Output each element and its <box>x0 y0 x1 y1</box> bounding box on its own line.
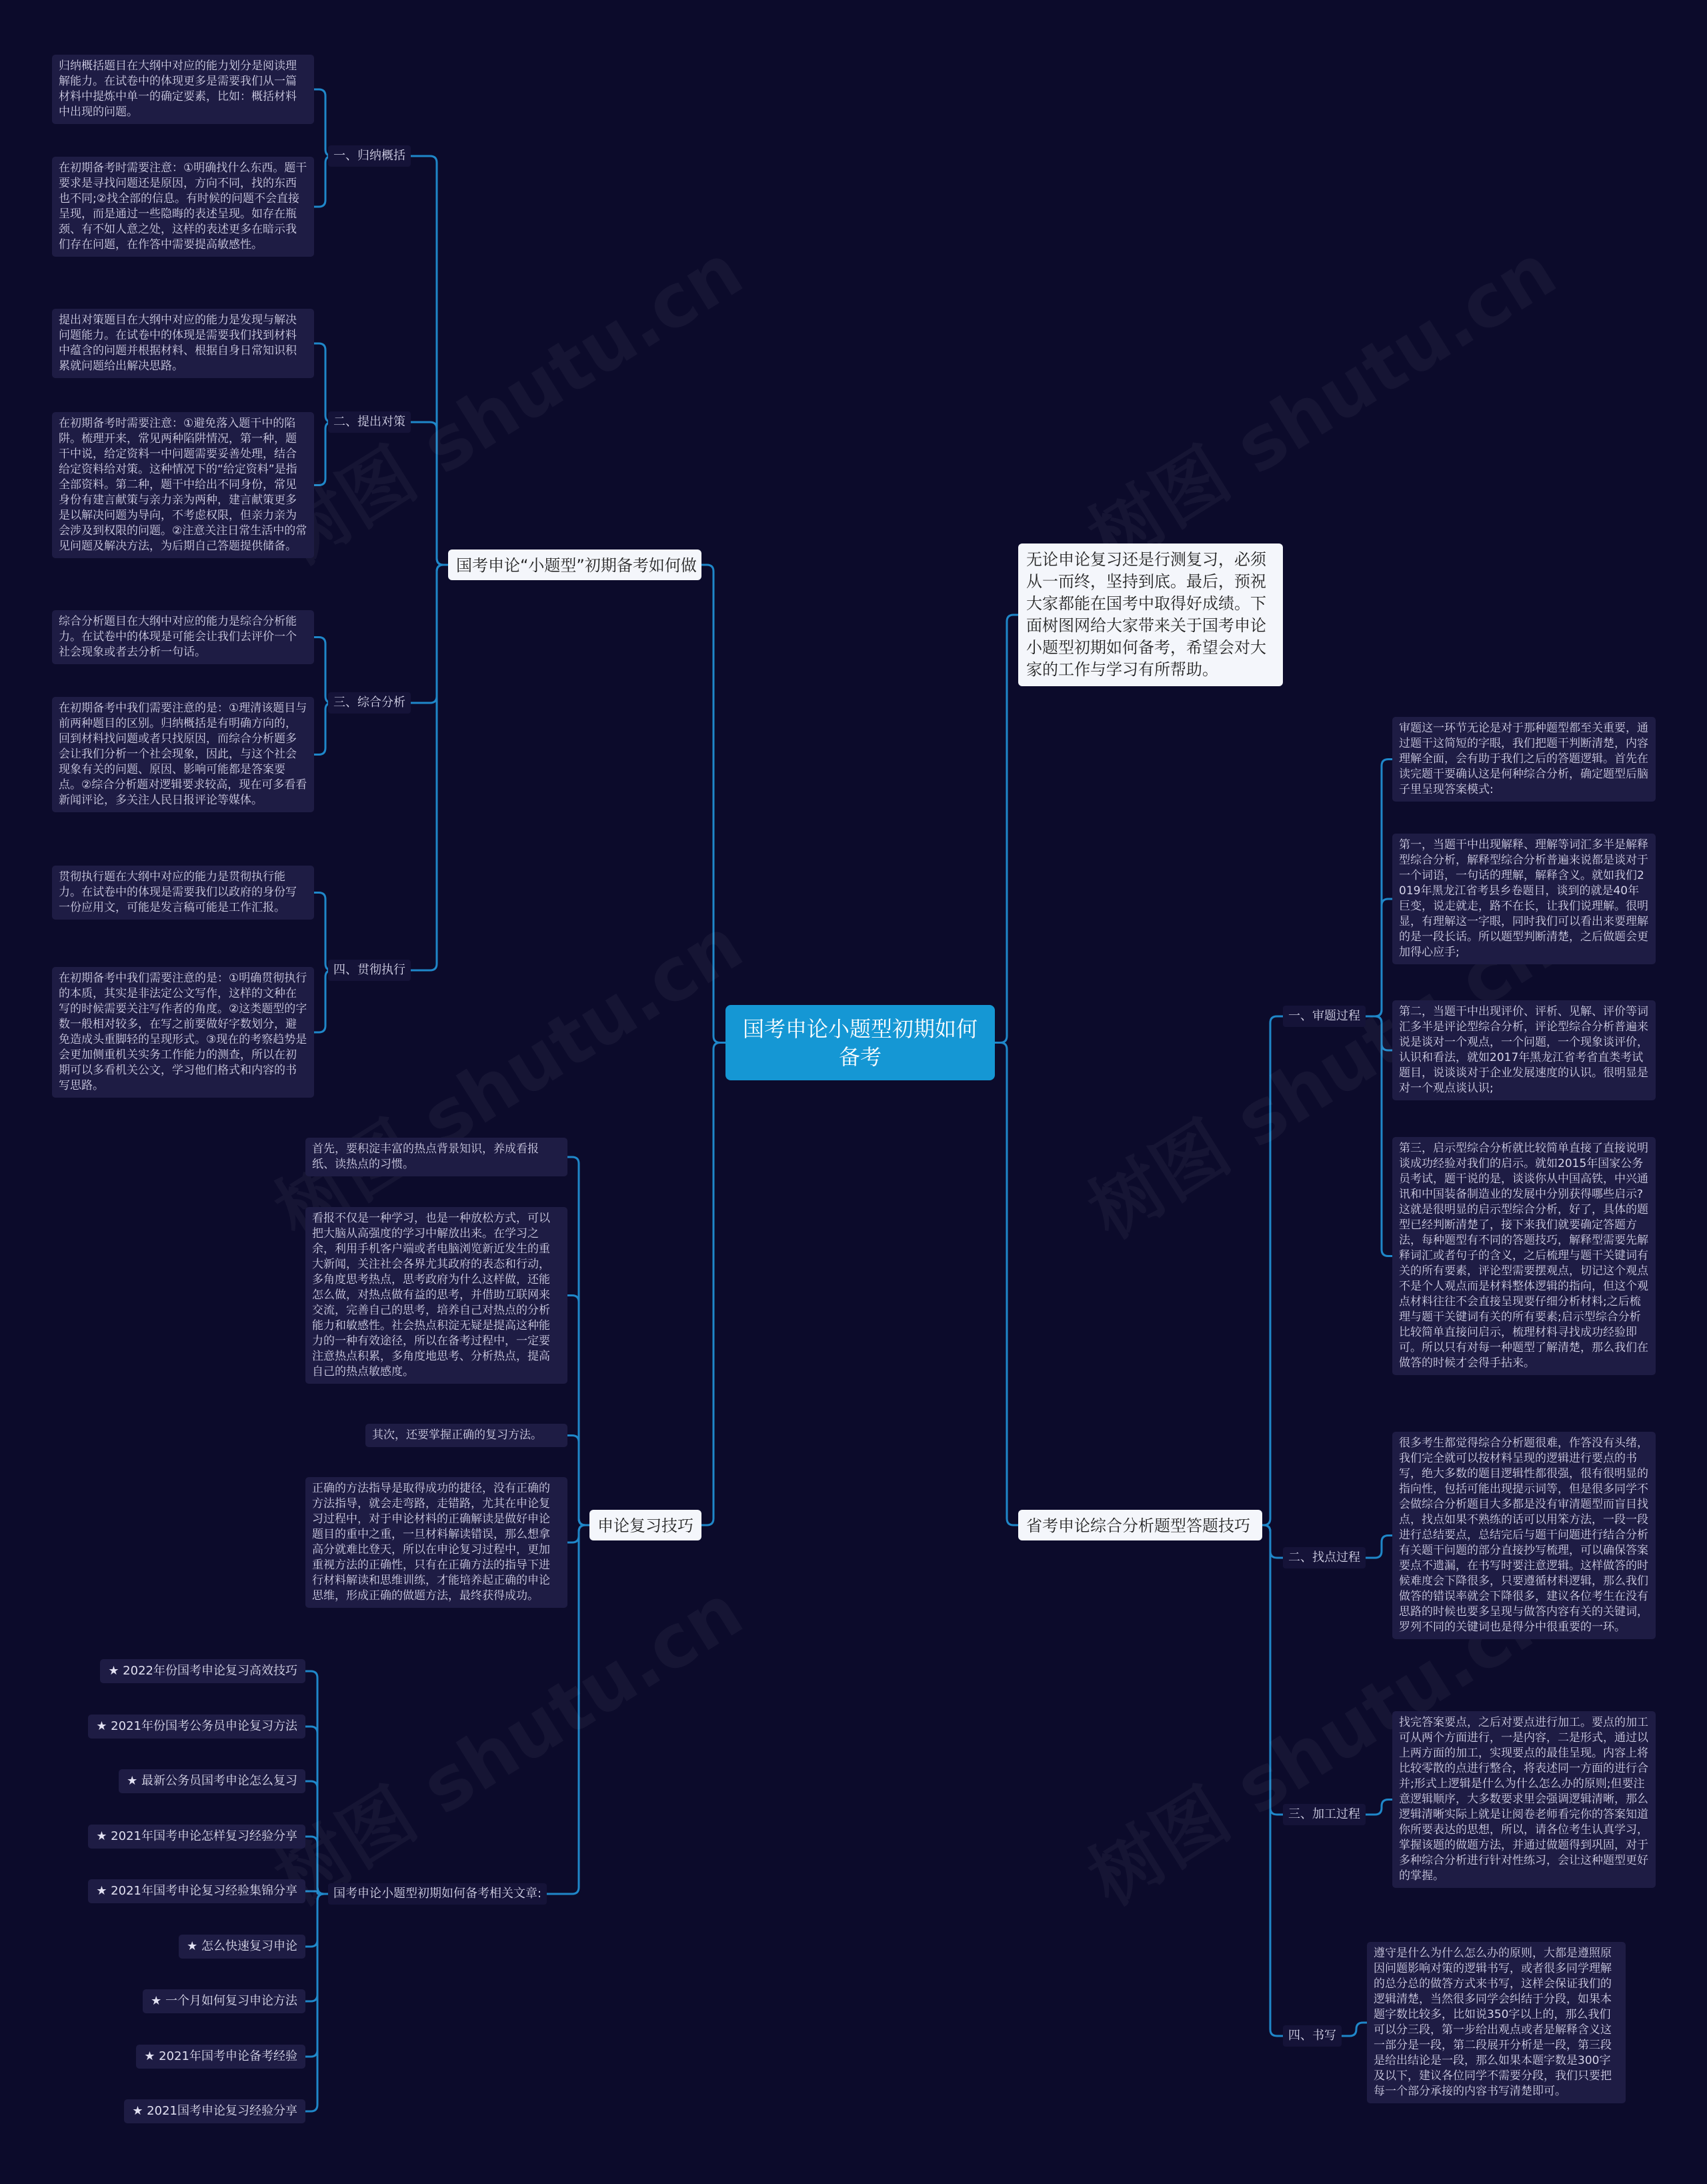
connector-line <box>411 422 448 565</box>
leaf-note: 提出对策题目在大纲中对应的能力是发现与解决问题能力。在试卷中的体现是需要我们找到材料中蕴含的问题并根据材料、根据自身日常知识积累就问题给出解决思路。 <box>52 309 314 378</box>
connector-line <box>1262 1525 1283 1815</box>
related-article-link[interactable]: ★ 2021国考申论复习经验分享 <box>124 2099 305 2123</box>
connector-line <box>1366 760 1392 1017</box>
subtopic-tichu-duice[interactable]: 二、提出对策 <box>328 411 411 433</box>
subtopic-shenti-guocheng[interactable]: 一、审题过程 <box>1283 1006 1366 1027</box>
intro-text: 无论申论复习还是行测复习，必须从一而终，坚持到底。最后，预祝大家都能在国考中取得好成绩。下面树图网给大家带来关于国考申论小题型初期如何备考，希望会对大家的工作与学习有所帮助。 <box>1018 543 1283 686</box>
subtopic-guina-gaikuo[interactable]: 一、归纳概括 <box>328 145 411 167</box>
leaf-note: 综合分析题目在大纲中对应的能力是综合分析能力。在试卷中的体现是可能会让我们去评价一个社会现象或者去分析一句话。 <box>52 610 314 664</box>
root-topic[interactable]: 国考申论小题型初期如何备考 <box>725 1005 995 1080</box>
related-articles-header: 国考申论小题型初期如何备考相关文章: <box>328 1883 547 1905</box>
connector-line <box>314 893 332 971</box>
connector-line <box>411 156 448 565</box>
leaf-note: 在初期备考时需要注意：①明确找什么东西。题干要求是寻找问题还是原因，方向不同，找的东西也不同;②找全部的信息。有时候的问题不会直接呈现，而是通过一些隐晦的表述呈现。如存在瓶颈、有不如人意之处，这样的表述更多在暗示我们存在问题，在作答中需要提高敏感性。 <box>52 157 314 257</box>
subtopic-jiagong-guocheng[interactable]: 三、加工过程 <box>1283 1804 1366 1825</box>
connector-line <box>1366 899 1392 1016</box>
connector-line <box>1262 1016 1283 1525</box>
leaf-note: 找完答案要点，之后对要点进行加工。要点的加工可从两个方面进行，一是内容，二是形式，通过以上两方面的加工，实现要点的最佳呈现。内容上将比较零散的点进行整合，将表述同一方面的进行合并;形式上逻辑是什么为什么怎么办的原则;但要注意逻辑顺序，大多数要求里会强调逻辑清晰，那么逻辑清晰实际上就是让阅卷老师看完你的答案知道你所要表达的思想，所以，请各位考生认真学习，掌握该题的做题方法，并通过做题得到巩固，对于多种综合分析进行针对性练习，会让这种题型更好的掌握。 <box>1392 1711 1656 1888</box>
subtopic-zhaodian-guocheng[interactable]: 二、找点过程 <box>1283 1547 1366 1568</box>
leaf-note: 在初期备考中我们需要注意的是：①明确贯彻执行的本质，其实是非法定公文写作，这样的文种在写的时候需要关注写作者的角度。②这类题型的字数一般相对较多，在写之前要做好字数划分，避免造成头重脚轻的呈现形式。③现在的考察趋势是会更加侧重机关实务工作能力的测查，所以在初期可以多看机关公文，学习他们格式和内容的书写思路。 <box>52 967 314 1098</box>
leaf-note: 看报不仅是一种学习，也是一种放松方式，可以把大脑从高强度的学习中解放出来。在学习之余，利用手机客户端或者电脑浏览新近发生的重大新闻，关注社会各界尤其政府的表态和行动，多角度思考热点，思考政府为什么这样做，还能怎么做，对热点做有益的思考，并借助互联网来交流，完善自己的思考，培养自己对热点的分析能力和敏感性。社会热点积淀无疑是提高这种能力的一种有效途径，所以在备考过程中，一定要注意热点积累，多角度地思考、分析热点，提高自己的热点敏感度。 <box>305 1207 567 1384</box>
connector-line <box>995 1043 1018 1526</box>
connector-line <box>411 565 448 970</box>
connector-line <box>1262 1525 1283 2036</box>
leaf-note: 审题这一环节无论是对于那种题型都至关重要，通过题干这简短的字眼，我们把题干判断清楚，内容理解全面，会有助于我们之后的答题逻辑。首先在读完题干要确认这是何种综合分析，确定题型后脑子里呈现答案模式: <box>1392 717 1656 802</box>
branch-guokao-xiaotixing[interactable]: 国考申论“小题型”初期备考如何做 <box>448 550 701 580</box>
connector-line <box>411 565 448 703</box>
branch-shengkao-zonghe-fenxi[interactable]: 省考申论综合分析题型答题技巧 <box>1018 1510 1262 1540</box>
leaf-note: 很多考生都觉得综合分析题很难，作答没有头绪，我们完全就可以按材料呈现的逻辑进行要点的书写，绝大多数的题目逻辑性都很强，很有很明显的指向性，包括可能出现提示词等，但是很多同学不会做综合分析题目大多都是没有审清题型而盲目找点，找点如果不熟练的话可以用笨方法，一段一段进行总结要点，总结完后与题干问题进行结合分析有关题干问题的部分直接抄写梳理，可以确保答案要点不遗漏，在书写时要注意逻辑。这样做答的时候难度会下降很多，只要遵循材料逻辑，那么我们做答的错误率就会下降很多，建议各位考生在没有思路的时候也要多呈现与做答内容有关的关键词，罗列不同的关键词也是得分中很重要的一环。 <box>1392 1432 1656 1639</box>
connector-line <box>1342 2023 1367 2036</box>
subtopic-zonghe-fenxi[interactable]: 三、综合分析 <box>328 692 411 714</box>
leaf-note: 第三，启示型综合分析就比较简单直接了直接说明谈成功经验对我们的启示。就如2015年国家公务员考试，题干说的是，谈谈你从中国高铁，中兴通讯和中国装备制造业的发展中分别获得哪些启示?这就是很明显的启示型综合分析，好了，具体的题型已经判断清楚了，接下来我们就要确定答题方法，每种题型有不同的答题技巧，解释型需要先解释词汇或者句子的含义，之后梳理与题干关键词有关的所有要素，评论型需要摆观点，切记这个观点不是个人观点而是材料整体逻辑的指向，但这个观点材料往往不会直接呈现要仔细分析材料;之后梳理与题干关键词有关的所有要素;启示型综合分析比较简单直接问启示，梳理材料寻找成功经验即可。所以只有对每一种题型了解清楚，那么我们在做答的时候才会得手拈来。 <box>1392 1137 1656 1375</box>
connector-line <box>314 343 332 422</box>
leaf-note: 贯彻执行题在大纲中对应的能力是贯彻执行能力。在试卷中的体现是需要我们以政府的身份写一份应用文，可能是发言稿可能是工作汇报。 <box>52 866 314 920</box>
leaf-note: 第二，当题干中出现评价、评析、见解、评价等词汇多半是评论型综合分析，评论型综合分析普遍来说是谈对一个观点，一个问题，一个现象谈评价，认识和看法，就如2017年黑龙江省考省直类考试题目，说谈谈对于企业发展速度的认识。很明显是对一个观点谈认识; <box>1392 1000 1656 1100</box>
leaf-note: 第一，当题干中出现解释、理解等词汇多半是解释型综合分析，解释型综合分析普遍来说都是谈对于一个词语，一句话的理解，解释含义。就如我们2019年黑龙江省考县乡卷题目，谈到的就是40年巨变，说走就走，路不在长，让我们说理解。很明显，有理解这一字眼，同时我们可以看出来要理解的是一段长话。所以题型判断清楚，之后做题会更加得心应手; <box>1392 834 1656 964</box>
connector-line <box>1366 1016 1392 1256</box>
leaf-note: 其次，还要掌握正确的复习方法。 <box>365 1424 567 1447</box>
leaf-note: 归纳概括题目在大纲中对应的能力划分是阅读理解能力。在试卷中的体现更多是需要我们从一篇材料中提炼中单一的确定要素，比如：概括材料中出现的问题。 <box>52 55 314 124</box>
leaf-note: 在初期备考时需要注意：①避免落入题干中的陷阱。梳理开来，常见两种陷阱情况，第一种，题干中说，给定资料一中问题需要妥善处理，结合给定资料给对策。这种情况下的“给定资料”是指全部资料。第二种，题干中给出不同身份，常见身份有建言献策与亲力亲为两种，建言献策更多是以解决问题为导向，不考虑权限，但亲力亲为会涉及到权限的问题。②注意关注日常生活中的常见问题及解决方法，为后期自己答题提供储备。 <box>52 412 314 558</box>
related-article-link[interactable]: ★ 2022年份国考申论复习高效技巧 <box>100 1659 305 1683</box>
subtopic-shuxie[interactable]: 四、书写 <box>1283 2025 1342 2047</box>
related-article-link[interactable]: ★ 2021年国考申论备考经验 <box>136 2045 305 2069</box>
connector-line <box>1366 1800 1392 1815</box>
subtopic-guanche-zhixing[interactable]: 四、贯彻执行 <box>328 960 411 981</box>
related-article-link[interactable]: ★ 怎么快速复习申论 <box>179 1935 305 1959</box>
leaf-note: 在初期备考中我们需要注意的是：①理清该题目与前两种题目的区别。归纳概括是有明确方向的，回到材料找问题或者只找原因，而综合分析题多会让我们分析一个社会现象，因此，与这个社会现象有关的问题、原因、影响可能都是答案要点。②综合分析题对逻辑要求较高，现在可多看看新闻评论，多关注人民日报评论等媒体。 <box>52 697 314 812</box>
related-article-link[interactable]: ★ 2021年国考申论怎样复习经验分享 <box>88 1825 305 1849</box>
branch-shenlun-fuxi-jiqiao[interactable]: 申论复习技巧 <box>589 1510 701 1540</box>
leaf-note: 遵守是什么为什么怎么办的原则，大都是遵照原因问题影响对策的逻辑书写，或者很多同学理解的总分总的做答方式来书写，这样会保证我们的逻辑清楚，当然很多同学会纠结于分段，如果本题字数比较多，比如说350字以上的，那么我们可以分三段，第一步给出观点或者是解释含义这一部分是一段，第二段展开分析是一段，第三段是给出结论是一段，那么如果本题字数是300字及以下，建议各位同学不需要分段，我们只要把每一个部分承接的内容书写清楚即可。 <box>1367 1942 1626 2103</box>
connector-line <box>305 1894 328 2111</box>
connector-line <box>995 615 1018 1043</box>
leaf-note: 正确的方法指导是取得成功的捷径，没有正确的方法指导，就会走弯路，走错路，尤其在申论复习过程中，对于申论材料的正确解读是做好申论题目的重中之重，一旦材料解读错误，那么想拿高分就难比登天，所以在申论复习过程中，更加重视方法的正确性，只有在正确方法的指导下进行材料解读和思维训练，才能培养起正确的申论思维，形成正确的做题方法，最终获得成功。 <box>305 1477 567 1608</box>
leaf-note: 首先，要积淀丰富的热点背景知识，养成看报纸、读热点的习惯。 <box>305 1138 567 1176</box>
related-article-link[interactable]: ★ 2021年国考申论复习经验集锦分享 <box>88 1879 305 1903</box>
related-article-link[interactable]: ★ 最新公务员国考申论怎么复习 <box>119 1769 305 1793</box>
related-article-link[interactable]: ★ 2021年份国考公务员申论复习方法 <box>88 1715 305 1739</box>
connector-line <box>305 1837 328 1894</box>
connector-line <box>567 1436 589 1526</box>
connector-line <box>1366 1536 1392 1558</box>
related-article-link[interactable]: ★ 一个月如何复习申论方法 <box>143 1989 305 2013</box>
connector-line <box>1262 1525 1283 1558</box>
connector-line <box>701 565 725 1043</box>
connector-line <box>701 1043 725 1526</box>
connector-line <box>1366 1016 1392 1050</box>
